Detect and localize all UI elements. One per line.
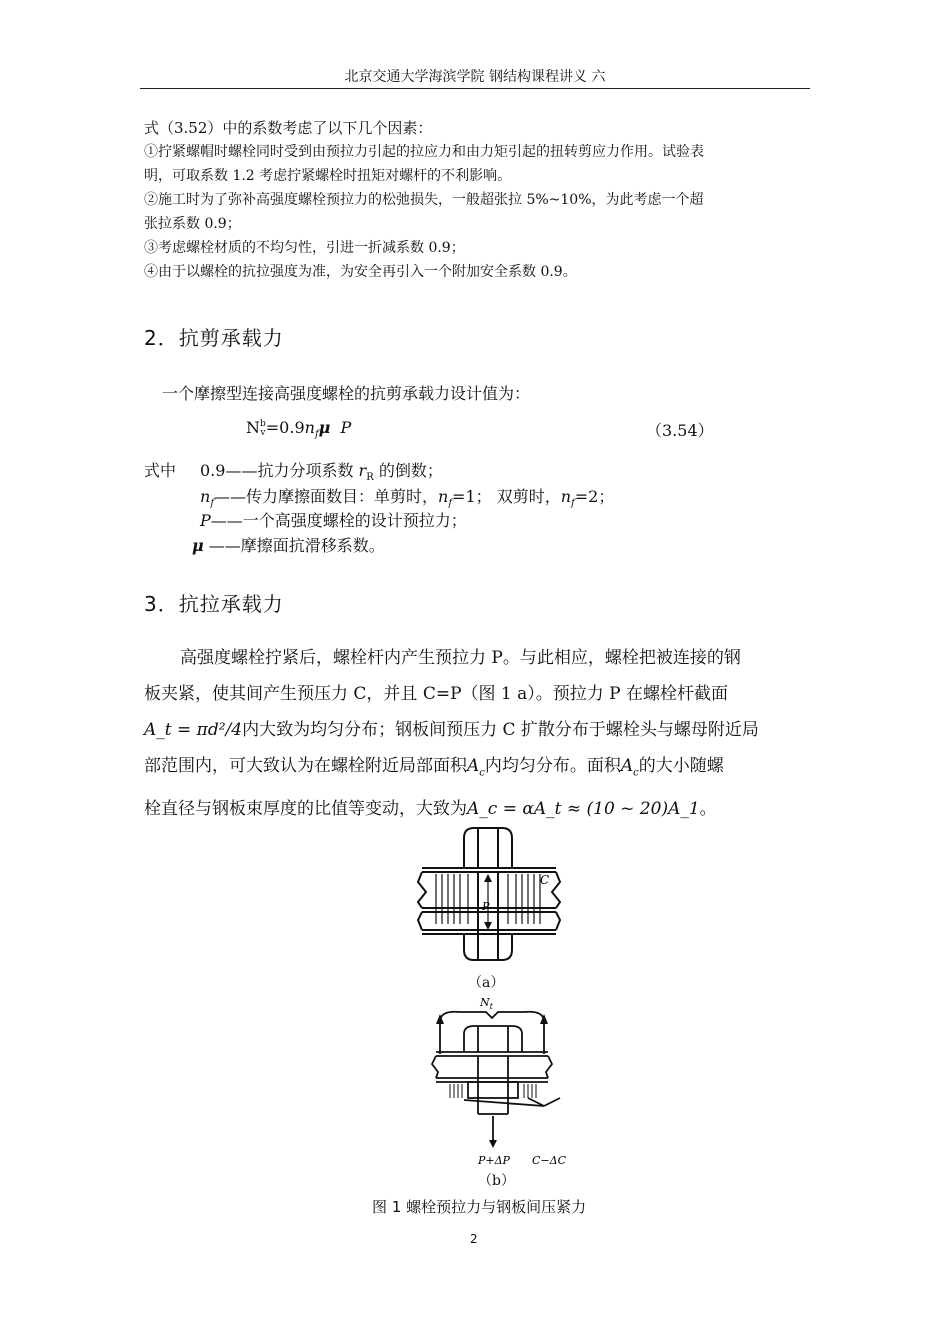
figure-b-diagram: [420, 994, 590, 1170]
label-C-minus-dC: C−ΔC: [532, 1154, 566, 1167]
def-nf: $n_f——$传力摩擦面数目：单剪时，$n_f=1$； 双剪时，$n_f=2$；: [200, 487, 615, 510]
figure-b-label: （b）: [478, 1173, 515, 1189]
label-P-plus-dP: P+ΔP: [478, 1154, 510, 1167]
label-Nt: $N_t$: [480, 996, 493, 1011]
def-P: [200, 508, 467, 531]
s3-line5-end: 。: [699, 799, 717, 820]
formula-sup: b: [260, 418, 266, 429]
s3-line4-c: 的大小随螺: [638, 756, 724, 776]
formula-sub: v: [260, 427, 266, 438]
figure-a-label: （a）: [468, 975, 505, 991]
where-label: 式中: [144, 461, 177, 480]
def-0-9-tail: 的倒数；: [373, 461, 443, 480]
s3-line1: 高强度螺栓拧紧后，螺栓杆内产生预拉力 P。与此相应，螺栓把被连接的钢: [180, 648, 741, 668]
def-mu: [192, 533, 385, 556]
formula-N: N: [246, 418, 260, 437]
s3-line5-a: 栓直径与钢板束厚度的比值等变动，大致为: [144, 799, 467, 820]
s3-line4: 部范围内，可大致认为在螺栓附近局部面积$A_c$内均匀分布。面积$A_c$的大小随螺: [144, 756, 724, 779]
def-nf-eq1: =1； 双剪时，: [452, 487, 561, 506]
factor-1-line2: 明，可取系数 1.2 考虑拧紧螺栓时扭矩对螺杆的不利影响。: [144, 168, 512, 184]
def-nf-f: f: [210, 498, 215, 510]
def-r-sub: R: [366, 472, 374, 484]
page-number: 2: [470, 1232, 478, 1246]
intro-block: [144, 116, 814, 284]
s3-line3: [144, 712, 809, 748]
s3-line4-a: 部范围内，可大致认为在螺栓附近局部面积: [144, 756, 467, 776]
def-P-symbol: P: [200, 511, 211, 530]
def-nf-eq2: =2；: [574, 487, 615, 506]
label-C: C: [540, 873, 550, 887]
s3-At-formula: A_t = πd²/4: [144, 720, 243, 740]
intro-lead: 式（3.52）中的系数考虑了以下几个因素：: [144, 119, 433, 137]
s3-Ac-formula: A_c = αA_t ≈ (10 ~ 20)A_1: [467, 799, 700, 820]
formula-rhs: =0.9: [265, 418, 305, 437]
factor-3: ③考虑螺栓材质的不均匀性，引进一折减系数 0.9；: [144, 240, 465, 256]
def-0-9-text: 0.9——抗力分项系数: [200, 461, 359, 480]
page-header: 北京交通大学海滨学院 钢结构课程讲义 六: [344, 69, 606, 85]
load-brace: [440, 1012, 544, 1022]
def-nf-n: n: [200, 487, 211, 506]
def-nf-text: ——传力摩擦面数目：单剪时，: [214, 487, 439, 506]
formula-mu: μ: [318, 418, 331, 437]
figure-caption: 图 1 螺栓预拉力与钢板间压紧力: [372, 1198, 587, 1216]
def-r: r: [358, 461, 367, 480]
section-2-lead: 一个摩擦型连接高强度螺栓的抗剪承载力设计值为：: [162, 384, 531, 403]
s3-line3-text: 内大致为均匀分布；钢板间预压力 C 扩散分布于螺栓头与螺母附近局: [242, 720, 759, 740]
shear-formula: [246, 418, 351, 440]
formula-P: P: [340, 418, 352, 437]
section-2-heading: 2．抗剪承载力: [144, 326, 284, 350]
factor-4: ④由于以螺栓的抗拉强度为准，为安全再引入一个附加安全系数 0.9。: [144, 264, 577, 280]
s3-line2: 板夹紧，使其间产生预压力 C，并且 C=P（图 1 a）。预拉力 P 在螺栓杆截面: [144, 684, 729, 704]
formula-f: f: [314, 429, 319, 441]
label-P-a: P: [482, 900, 490, 913]
s3-line4-b: 内均匀分布。面积: [484, 756, 621, 776]
section-3-heading: 3．抗拉承载力: [144, 592, 284, 616]
section-3-body: [144, 640, 809, 827]
header-divider: [140, 88, 810, 89]
def-mu-text: ——摩擦面抗滑移系数。: [203, 536, 385, 555]
factor-2-line2: 张拉系数 0.9；: [144, 216, 241, 232]
factor-1-line1: ①拧紧螺帽时螺栓同时受到由预拉力引起的拉应力和由力矩引起的扭转剪应力作用。试验表: [144, 144, 704, 160]
def-P-text: ——一个高强度螺栓的设计预拉力；: [210, 511, 467, 530]
formula-n: n: [304, 418, 315, 437]
bolt-head-outline: [464, 828, 512, 868]
def-0-9: [200, 458, 443, 483]
def-mu-symbol: μ: [192, 536, 204, 555]
figure-a-diagram: [408, 820, 568, 970]
equation-number: （3.54）: [646, 421, 714, 440]
factor-2-line1: ②施工时为了弥补高强度螺栓预拉力的松弛损失，一般超张拉 5%~10%，为此考虑一个超: [144, 192, 704, 208]
